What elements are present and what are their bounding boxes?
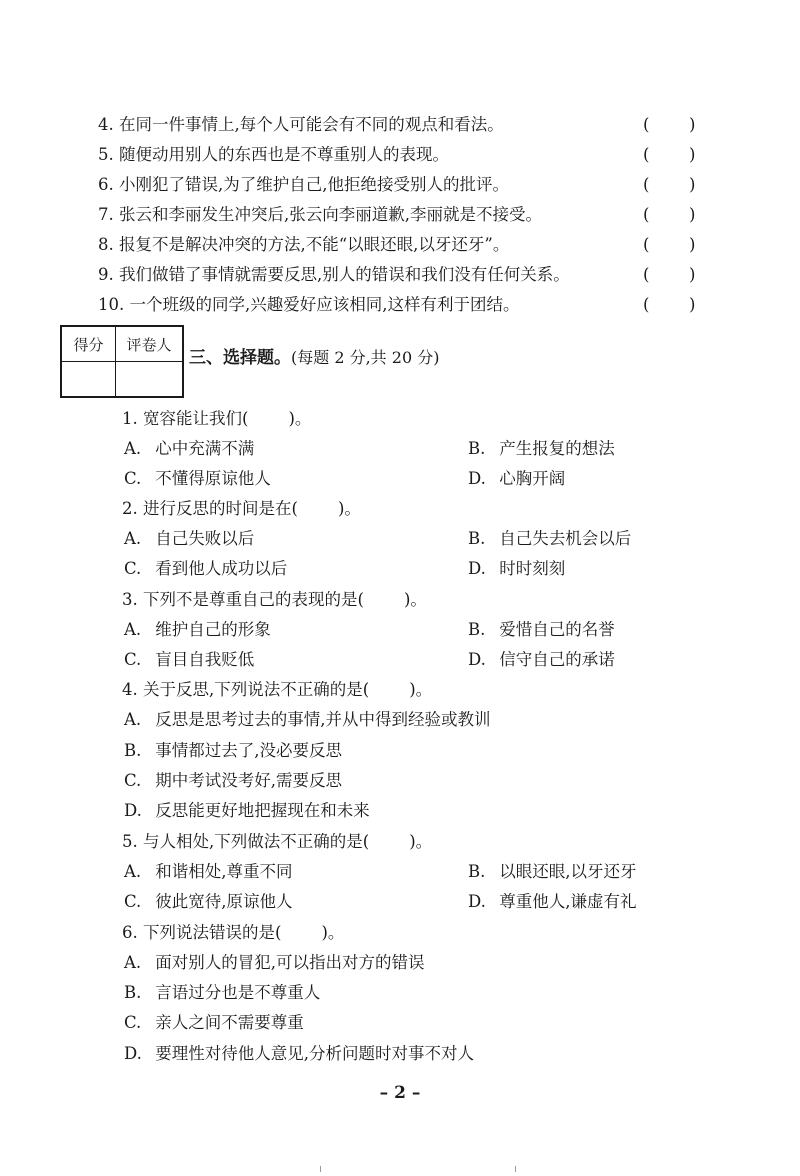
tf-item: [98, 260, 708, 290]
page-number: – 2 –: [379, 1083, 421, 1103]
crop-mark: [320, 1166, 321, 1172]
tf-item-text: 5. 随便动用别人的东西也是不尊重别人的表现。: [98, 145, 449, 164]
option-c[interactable]: C. 看到他人成功以后: [124, 559, 288, 578]
answer-blank[interactable]: ( ): [643, 235, 696, 254]
option-a[interactable]: A. 和谐相处,尊重不同: [124, 862, 293, 881]
tf-item: [98, 170, 708, 200]
option-b[interactable]: B. 自己失去机会以后: [468, 529, 632, 548]
answer-blank[interactable]: ( ): [643, 115, 696, 134]
answer-blank[interactable]: ( ): [643, 175, 696, 194]
option-c[interactable]: C. 期中考试没考好,需要反思: [124, 771, 342, 790]
question-stem: 2. 进行反思的时间是在( )。: [122, 499, 361, 518]
score-header: 得分: [61, 326, 116, 362]
option-a[interactable]: A. 维护自己的形象: [124, 620, 271, 639]
option-a[interactable]: A. 面对别人的冒犯,可以指出对方的错误: [124, 953, 425, 972]
question-stem: 1. 宽容能让我们( )。: [122, 409, 312, 428]
option-d[interactable]: D. 时时刻刻: [468, 559, 566, 578]
option-b[interactable]: B. 产生报复的想法: [468, 439, 615, 458]
option-a[interactable]: A. 反思是思考过去的事情,并从中得到经验或教训: [124, 710, 491, 729]
crop-mark: [515, 1166, 516, 1172]
tf-item-text: 8. 报复不是解决冲突的方法,不能“以眼还眼,以牙还牙”。: [98, 235, 510, 254]
option-c[interactable]: C. 不懂得原谅他人: [124, 469, 271, 488]
option-d[interactable]: D. 反思能更好地把握现在和未来: [124, 801, 370, 820]
answer-blank[interactable]: ( ): [643, 265, 696, 284]
question-stem: 5. 与人相处,下列做法不正确的是( )。: [122, 832, 433, 851]
tf-item-text: 6. 小刚犯了错误,为了维护自己,他拒绝接受别人的批评。: [98, 175, 509, 194]
answer-blank[interactable]: ( ): [643, 295, 696, 314]
option-d[interactable]: D. 心胸开阔: [468, 469, 566, 488]
tf-item: [98, 140, 708, 170]
tf-item-text: 7. 张云和李丽发生冲突后,张云向李丽道歉,李丽就是不接受。: [98, 205, 542, 224]
score-table: [60, 325, 184, 398]
option-c[interactable]: C. 亲人之间不需要尊重: [124, 1013, 304, 1032]
tf-item-text: 10. 一个班级的同学,兴趣爱好应该相同,这样有利于团结。: [98, 295, 520, 314]
option-d[interactable]: D. 信守自己的承诺: [468, 650, 615, 669]
option-a[interactable]: A. 心中充满不满: [124, 439, 255, 458]
tf-item: [98, 230, 708, 260]
question-stem: 6. 下列说法错误的是( )。: [122, 923, 345, 942]
tf-item-text: 4. 在同一件事情上,每个人可能会有不同的观点和看法。: [98, 115, 504, 134]
option-c[interactable]: C. 彼此宽待,原谅他人: [124, 892, 293, 911]
section-title: 三、选择题。(每题 2 分,共 20 分): [189, 348, 440, 368]
section-note: (每题 2 分,共 20 分): [291, 348, 440, 367]
answer-blank[interactable]: ( ): [643, 205, 696, 224]
question-stem: 4. 关于反思,下列说法不正确的是( )。: [122, 680, 433, 699]
option-b[interactable]: B. 爱惜自己的名誉: [468, 620, 615, 639]
option-b[interactable]: B. 事情都过去了,没必要反思: [124, 741, 342, 760]
option-d[interactable]: D. 尊重他人,谦虚有礼: [468, 892, 637, 911]
option-d[interactable]: D. 要理性对待他人意见,分析问题时对事不对人: [124, 1044, 474, 1063]
question-stem: 3. 下列不是尊重自己的表现的是( )。: [122, 590, 427, 609]
tf-item-text: 9. 我们做错了事情就需要反思,别人的错误和我们没有任何关系。: [98, 265, 570, 284]
score-cell[interactable]: [61, 362, 116, 398]
option-c[interactable]: C. 盲目自我贬低: [124, 650, 255, 669]
grader-header: 评卷人: [116, 326, 184, 362]
tf-item: [98, 110, 708, 140]
tf-item: [98, 290, 708, 320]
option-b[interactable]: B. 以眼还眼,以牙还牙: [468, 862, 637, 881]
option-b[interactable]: B. 言语过分也是不尊重人: [124, 983, 321, 1002]
option-a[interactable]: A. 自己失败以后: [124, 529, 255, 548]
answer-blank[interactable]: ( ): [643, 145, 696, 164]
tf-item: [98, 200, 708, 230]
grader-cell[interactable]: [116, 362, 184, 398]
